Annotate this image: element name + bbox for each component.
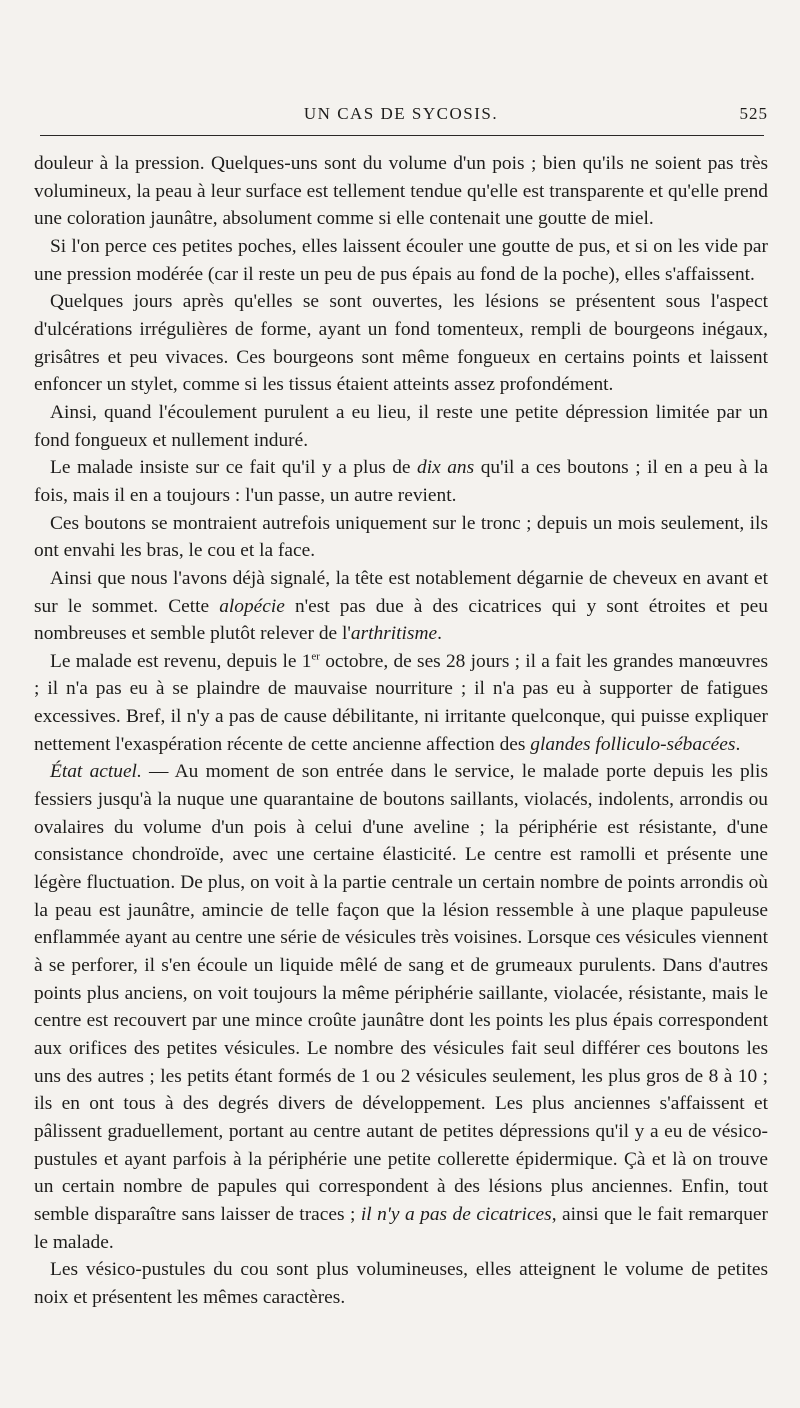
paragraph-5-emphasis: dix ans	[417, 457, 475, 479]
paragraph-8-emphasis: glandes folliculo-sébacées	[530, 733, 736, 755]
paragraph-6: Ces boutons se montraient autrefois uniquement sur le tronc ; depuis un mois seulement, ils ont envahi les bras, le cou et la face.	[34, 512, 768, 562]
paragraph-10: Les vésico-pustules du cou sont plus volumineuses, elles atteignent le volume de petites noix et présentent les mêmes caractères.	[34, 1259, 768, 1308]
header-rule	[40, 135, 764, 136]
body-text	[34, 150, 768, 1312]
paragraph-7-text-b: n'est pas due à des cicatrices qui y sont étroites et peu nombreuses et semble plutôt relever de l'	[34, 595, 768, 645]
paragraph-9	[34, 758, 768, 1256]
paragraph-7-emphasis-alopecie: alopécie	[219, 595, 285, 617]
paragraph-8	[34, 648, 768, 759]
paragraph-9-emphasis: il n'y a pas de cicatrices	[360, 1203, 552, 1225]
paragraph-7-text-a: Ainsi que nous l'avons déjà signalé, la tête est notablement dégarnie de cheveux en avant et sur le sommet. Cette	[34, 567, 768, 617]
paragraph-5	[34, 454, 768, 509]
paragraph-5-text-a: Le malade insiste sur ce fait qu'il y a plus de	[50, 457, 418, 479]
paragraph-8-superscript: er	[311, 650, 320, 663]
paragraph-8-text-a: Le malade est revenu, depuis le 1	[50, 650, 312, 672]
paragraph-9-text-a: — Au moment de son entrée dans le service, le malade porte depuis les plis fessiers jusqu'à la nuque une quarantaine de boutons saillants, violacés, indolents, arrondis ou ovalaires du volume d'un pois à celui d'une aveline ; la périphérie est résistante, d'une consistance chondroïde, avec une certaine élasticité. Le centre est ramolli et présente une légère fluctuation. De plus, on voit à la partie centrale un certain nombre de points arrondis où la peau est jaunâtre, amincie de telle façon que la lésion ressemble à une plaque papuleuse enflammée ayant au centre une série de vésicules très voisines. Lorsque ces vésicules viennent à se perforer, il s'en écoule un liquide mêlé de sang et de grumeaux purulents. Dans d'autres points plus anciens, on voit toujours la même périphérie saillante, violacée, résistante, mais le centre est recouvert par une mince croûte jaunâtre dont les points les plus épais correspondent aux orifices des petites vésicules. Le nombre des vésicules fait seul différer ces boutons les uns des autres ; les petits étant formés de 1 ou 2 vésicules seulement, les plus gros de 8 à 10 ; ils en ont tous à des degrés divers de développement. Les plus anciennes s'affaissent et pâlissent graduellement, portant au centre autant de petites dépressions qu'il y a eu de vésico-pustules et ayant parfois à la périphérie une petite collerette épidermique. Çà et là on trouve un certain nombre de papules qui correspondent à des lésions plus anciennes. Enfin, tout semble disparaître sans laisser de traces ;	[34, 761, 768, 1225]
paragraph-1: douleur à la pression. Quelques-uns sont du volume d'un pois ; bien qu'ils ne soient pas très volumineux, la peau à leur surface est tellement tendue qu'elle est transparente et qu'elle prend une coloration jaunâtre, absolument comme si elle contenait une goutte de miel.	[34, 153, 768, 230]
paragraph-4: Ainsi, quand l'écoulement purulent a eu lieu, il reste une petite dépression limitée par un fond fongueux et nullement induré.	[34, 401, 768, 451]
paragraph-5-text-b: qu'il a ces boutons ; il en a peu à la fois, mais il en a toujours : l'un passe, un autre revient.	[34, 457, 768, 506]
paragraph-8-text-c: .	[735, 733, 741, 755]
paragraph-7-text-c: .	[437, 623, 442, 645]
paragraph-9-text-b: , ainsi que le fait remarquer le malade.	[34, 1203, 768, 1253]
paragraph-3: Quelques jours après qu'elles se sont ouvertes, les lésions se présentent sous l'aspect d'ulcérations irrégulières de forme, ayant un fond tomenteux, rempli de bourgeons inégaux, grisâtres et peu vivaces. Ces bourgeons sont même fongueux en certains points et laissent enfoncer un stylet, comme si les tissus étaient atteints assez profondément.	[34, 291, 768, 396]
paragraph-2: Si l'on perce ces petites poches, elles laissent écouler une goutte de pus, et si on les vide par une pression modérée (car il reste un peu de pus épais au fond de la poche), elles s'affaissent.	[34, 235, 768, 285]
page-header	[34, 104, 768, 128]
paragraph-8-text-b: octobre, de ses 28 jours ; il a fait les grandes manœuvres ; il n'a pas eu à se plaindre de mauvaise nourriture ; il n'a pas eu à supporter de fatigues excessives. Bref, il n'y a pas de cause débilitante, ni irritante quelconque, qui puisse expliquer nettement l'exaspération récente de cette ancienne affection des	[34, 650, 768, 755]
running-title: UN CAS DE SYCOSIS.	[303, 104, 499, 123]
section-heading-etat-actuel: État actuel.	[50, 761, 142, 783]
paragraph-7-emphasis-arthritisme: arthritisme	[350, 623, 438, 645]
page-number: 525	[739, 104, 768, 123]
paragraph-7	[34, 565, 768, 648]
